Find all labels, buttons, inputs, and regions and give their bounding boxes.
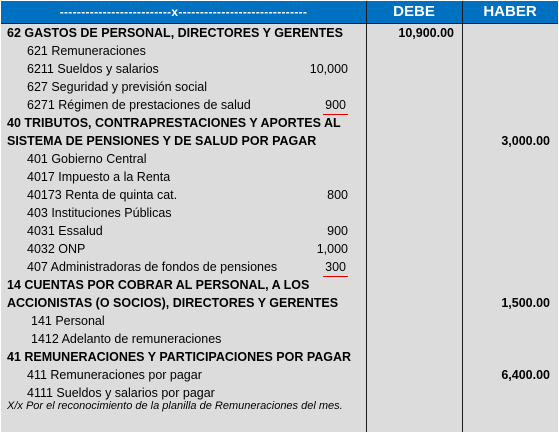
account-41: 41 REMUNERACIONES Y PARTICIPACIONES POR PAGAR [7, 350, 352, 364]
entry-row [1, 114, 558, 132]
entry-row [1, 330, 558, 348]
entry-row [1, 366, 558, 384]
account-4111: 4111 Sueldos y salarios por pagar [27, 386, 215, 400]
table-header [1, 1, 558, 23]
account-62: 62 GASTOS DE PERSONAL, DIRECTORES Y GERENTES [7, 26, 343, 40]
header-description: --------------------------x------------------------------ [59, 5, 308, 19]
account-40-line1: 40 TRIBUTOS, CONTRAPRESTACIONES Y APORTES AL [7, 116, 341, 130]
haber-amount-14: 1,500.00 [501, 296, 550, 310]
account-40173: 40173 Renta de quinta cat. [27, 188, 178, 202]
entry-row [1, 276, 558, 294]
account-141: 141 Personal [31, 314, 105, 328]
header-debe: DEBE [393, 3, 435, 20]
entry-row [1, 132, 558, 150]
entry-row [1, 96, 558, 114]
entry-row [1, 150, 558, 168]
entry-row [1, 24, 558, 42]
subtotal-407: 300 [323, 258, 348, 277]
account-6271: 6271 Régimen de prestaciones de salud [27, 98, 251, 112]
account-403: 403 Instituciones Públicas [27, 206, 172, 220]
entry-row [1, 186, 558, 204]
subtotal-4031: 900 [327, 224, 348, 238]
entry-row [1, 222, 558, 240]
entry-row [1, 348, 558, 366]
debe-amount-62: 10,900.00 [398, 26, 454, 40]
subtotal-6211: 10,000 [309, 62, 348, 76]
account-4032: 4032 ONP [27, 242, 86, 256]
haber-amount-41: 6,400.00 [501, 368, 550, 382]
account-407: 407 Administradoras de fondos de pensiones [27, 260, 278, 274]
entry-row [1, 168, 558, 186]
account-1412: 1412 Adelanto de remuneraciones [31, 332, 222, 346]
account-627: 627 Seguridad y previsión social [27, 80, 207, 94]
account-6211: 6211 Sueldos y salarios [27, 62, 159, 76]
entry-gloss: X/x Por el reconocimiento de la planilla de Remuneraciones del mes. [7, 400, 343, 412]
account-14-line1: 14 CUENTAS POR COBRAR AL PERSONAL, A LOS [7, 278, 310, 292]
account-4017: 4017 Impuesto a la Renta [27, 170, 171, 184]
entry-row [1, 312, 558, 330]
account-401: 401 Gobierno Central [27, 152, 147, 166]
subtotal-4032: 1,000 [316, 242, 348, 256]
entry-row [1, 258, 558, 276]
entry-row [1, 42, 558, 60]
account-14-line2: ACCIONISTAS (O SOCIOS), DIRECTORES Y GERENTES [7, 296, 339, 310]
subtotal-6271: 900 [323, 96, 348, 115]
account-4031: 4031 Essalud [27, 224, 103, 238]
account-40-line2: SISTEMA DE PENSIONES Y DE SALUD POR PAGAR [7, 134, 317, 148]
account-411: 411 Remuneraciones por pagar [27, 368, 202, 382]
entry-row [1, 240, 558, 258]
journal-entry-table [1, 1, 558, 432]
entry-row [1, 294, 558, 312]
header-haber: HABER [483, 3, 537, 20]
entry-row [1, 60, 558, 78]
account-621: 621 Remuneraciones [27, 44, 146, 58]
subtotal-40173: 800 [327, 188, 348, 202]
entry-row [1, 78, 558, 96]
entry-row [1, 204, 558, 222]
haber-amount-40: 3,000.00 [501, 134, 550, 148]
